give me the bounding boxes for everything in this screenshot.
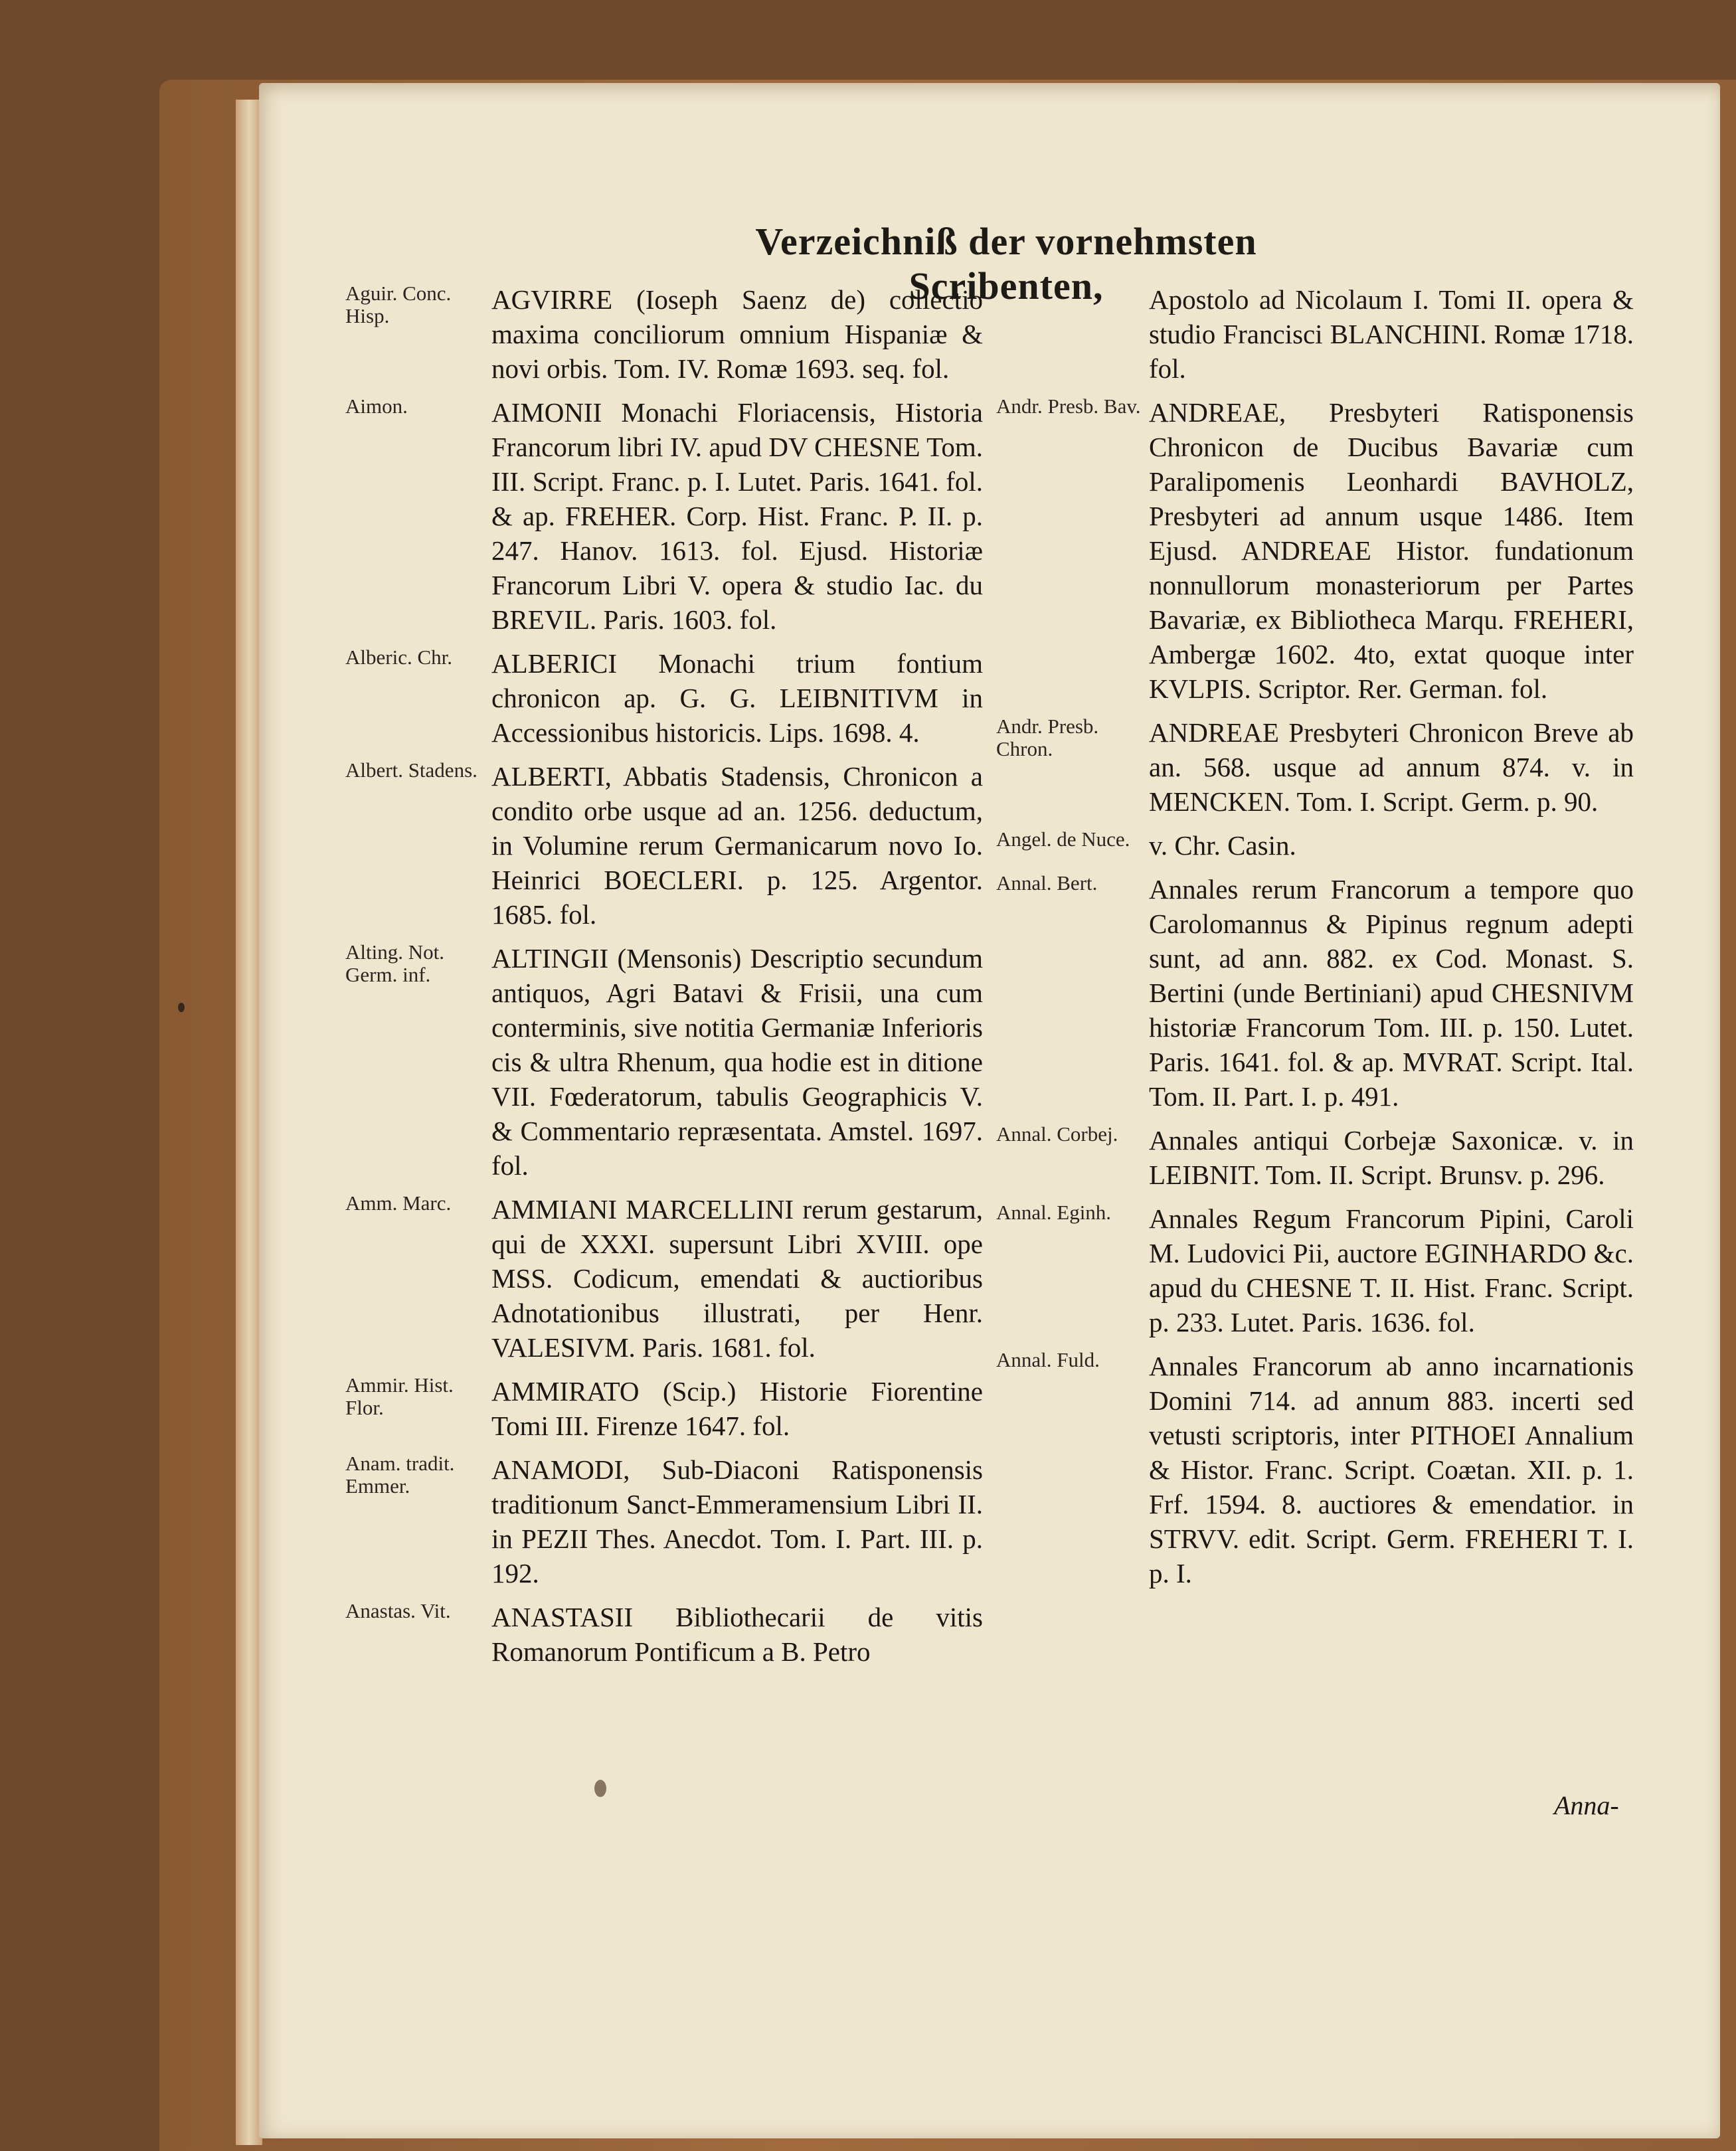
bib-entry — [996, 282, 1634, 386]
bib-entry — [345, 1192, 983, 1365]
bib-entry — [996, 872, 1634, 1114]
entry-text: Apostolo ad Nicolaum I. Tomi II. opera & studio Francisci BLANCHINI. Romæ 1718. fol. — [1149, 284, 1634, 384]
entry-text: ALTINGII (Mensonis) Descriptio secundum antiquos, Agri Batavi & Frisii, una cum conterminis, sive notitia Germaniæ Inferioris cis & ultra Rhenum, qua hodie est in ditione VII. Fœderatorum, tabulis Geographicis V. & Commentario repræsentata. Amstel. 1697. fol. — [491, 943, 983, 1181]
entry-text: AMMIANI MARCELLINI rerum gestarum, qui de XXXI. supersunt Libri XVIII. ope MSS. Codicum, emendati & auctioribus Adnotationibus illustrati, per Henr. VALESIVM. Paris. 1681. fol. — [491, 1194, 983, 1363]
bib-entry — [345, 646, 983, 750]
bib-entry — [996, 715, 1634, 819]
catchword: Anna- — [1554, 1790, 1619, 1820]
entry-abbreviation: Angel. de Nuce. — [996, 827, 1130, 851]
bib-entry — [996, 1201, 1634, 1339]
right-column — [996, 282, 1634, 1600]
entry-text: AIMONII Monachi Floriacensis, Historia Francorum libri IV. apud DV CHESNE Tom. III. Script. Franc. p. I. Lutet. Paris. 1641. fol. & ap. FREHER. Corp. Hist. Franc. P. II. p. 247. Hanov. 1613. fol. Ejusd. Historiæ Francorum Libri V. opera & studio Iac. du BREVIL. Paris. 1603. fol. — [491, 397, 983, 635]
entry-text: ALBERTI, Abbatis Stadensis, Chronicon a condito orbe usque ad an. 1256. deductum, in Volumine rerum Germanicarum novo Io. Heinrici BOECLERI. p. 125. Argentor. 1685. fol. — [491, 761, 983, 930]
bib-entry — [345, 941, 983, 1183]
entry-text: AGVIRRE (Ioseph Saenz de) collectio maxima conciliorum omnium Hispaniæ & novi orbis. Tom. IV. Romæ 1693. seq. fol. — [491, 284, 983, 384]
entry-abbreviation: Ammir. Hist. Flor. — [345, 1373, 454, 1419]
entry-abbreviation: Aimon. — [345, 394, 408, 418]
bib-entry — [345, 1600, 983, 1669]
bib-entry — [345, 759, 983, 932]
entry-abbreviation: Andr. Presb. Chron. — [996, 715, 1099, 760]
bib-entry — [996, 395, 1634, 706]
bib-entry — [345, 282, 983, 386]
entry-abbreviation: Anastas. Vit. — [345, 1599, 451, 1622]
ink-spot — [594, 1780, 606, 1797]
entry-text: ANAMODI, Sub-Diaconi Ratisponensis traditionum Sanct-Emmeramensium Libri II. in PEZII Thes. Anecdot. Tom. I. Part. III. p. 192. — [491, 1454, 983, 1589]
entry-text: Annales rerum Francorum a tempore quo Carolomannus & Pipinus regnum adepti sunt, ad ann. 882. ex Cod. Monast. S. Bertini (unde Bertiniani) apud CHESNIVM historiæ Francorum Tom. III. p. 150. Lutet. Paris. 1641. fol. & ap. MVRAT. Script. Ital. Tom. II. Part. I. p. 491. — [1149, 874, 1634, 1112]
bib-entry — [996, 828, 1634, 863]
entry-abbreviation: Amm. Marc. — [345, 1191, 452, 1215]
entry-text: ANDREAE, Presbyteri Ratisponensis Chronicon de Ducibus Bavariæ cum Paralipomenis Leonhardi BAVHOLZ, Presbyteri ad annum usque 1486. Item Ejusd. ANDREAE Histor. fundationum nonnullorum monasteriorum per Partes Bavariæ, ex Bibliotheca Marqu. FREHERI, Ambergæ 1602. 4to, extat quoque inter KVLPIS. Scriptor. Rer. German. fol. — [1149, 397, 1634, 704]
bib-entry — [345, 1452, 983, 1591]
entry-abbreviation: Anam. tradit. Emmer. — [345, 1452, 455, 1498]
ink-spot — [178, 1003, 185, 1012]
entry-abbreviation: Annal. Corbej. — [996, 1122, 1118, 1146]
entry-text: Annales antiqui Corbejæ Saxonicæ. v. in LEIBNIT. Tom. II. Script. Brunsv. p. 296. — [1149, 1125, 1634, 1190]
entry-text: v. Chr. Casin. — [1149, 830, 1296, 861]
entry-abbreviation: Annal. Bert. — [996, 871, 1098, 895]
bib-entry — [345, 395, 983, 637]
entry-abbreviation: Alting. Not. Germ. inf. — [345, 940, 444, 986]
page-heading: Verzeichniß der vornehmsten Scribenten, — [755, 220, 1257, 307]
entry-text: Annales Francorum ab anno incarnationis Domini 714. ad annum 883. incerti sed vetusti scriptoris, inter PITHOEI Annalium & Histor. Franc. Script. Coætan. XII. p. 1. Frf. 1594. 8. auctiores & emendatior. in STRVV. edit. Script. Germ. FREHERI T. I. p. I. — [1149, 1351, 1634, 1589]
entry-text: ALBERICI Monachi trium fontium chronicon ap. G. G. LEIBNITIVM in Accessionibus historicis. Lips. 1698. 4. — [491, 648, 983, 748]
entry-text: Annales Regum Francorum Pipini, Caroli M. Ludovici Pii, auctore EGINHARDO &c. apud du CHESNE T. II. Hist. Franc. Script. p. 233. Lutet. Paris. 1636. fol. — [1149, 1203, 1634, 1337]
entry-text: ANASTASII Bibliothecarii de vitis Romanorum Pontificum a B. Petro — [491, 1602, 983, 1667]
left-column — [345, 282, 983, 1678]
entry-abbreviation: Annal. Fuld. — [996, 1348, 1100, 1371]
bib-entry — [345, 1374, 983, 1443]
entry-text: AMMIRATO (Scip.) Historie Fiorentine Tomi III. Firenze 1647. fol. — [491, 1376, 983, 1441]
bib-entry — [996, 1123, 1634, 1192]
entry-abbreviation: Andr. Presb. Bav. — [996, 394, 1141, 418]
entry-abbreviation: Aguir. Conc. Hisp. — [345, 282, 452, 327]
entry-abbreviation: Annal. Eginh. — [996, 1201, 1112, 1224]
entry-abbreviation: Alberic. Chr. — [345, 645, 452, 669]
page-edge — [236, 100, 262, 2145]
bib-entry — [996, 1349, 1634, 1591]
entry-abbreviation: Albert. Stadens. — [345, 758, 477, 782]
entry-text: ANDREAE Presbyteri Chronicon Breve ab an. 568. usque ad annum 874. v. in MENCKEN. Tom. I. Script. Germ. p. 90. — [1149, 717, 1634, 817]
